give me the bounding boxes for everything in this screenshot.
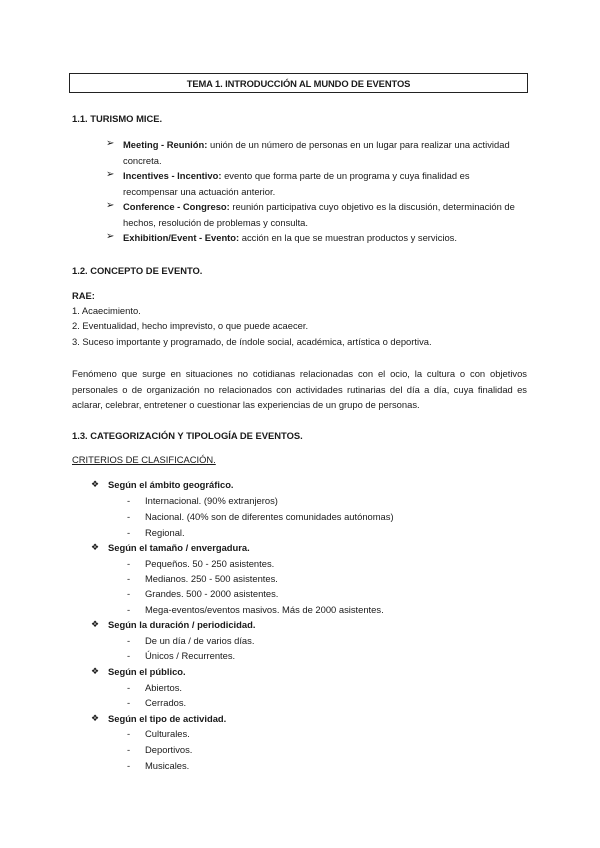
criterion-item: Regional. xyxy=(145,527,185,538)
term: Incentives - Incentivo: xyxy=(123,170,222,181)
arrow-bullet-icon: ➢ xyxy=(106,231,115,242)
dash-bullet: - xyxy=(127,697,131,708)
criterion-item: Grandes. 500 - 2000 asistentes. xyxy=(145,588,279,599)
term: Conference - Congreso: xyxy=(123,201,230,212)
mice-item-meeting xyxy=(123,139,510,150)
criteria-label: CRITERIOS DE CLASIFICACIÓN. xyxy=(72,454,216,465)
definition: evento que forma parte de un programa y cuya finalidad es xyxy=(221,170,470,181)
arrow-bullet-icon: ➢ xyxy=(106,169,115,180)
criterion-item: Medianos. 250 - 500 asistentes. xyxy=(145,573,278,584)
dash-bullet: - xyxy=(127,744,131,755)
criterion-item: Internacional. (90% extranjeros) xyxy=(145,495,278,506)
dash-bullet: - xyxy=(127,760,131,771)
criterion-tamano: Según el tamaño / envergadura. xyxy=(108,542,250,553)
criterion-actividad: Según el tipo de actividad. xyxy=(108,713,227,724)
diamond-bullet-icon: ❖ xyxy=(91,619,100,629)
dash-bullet: - xyxy=(127,495,131,506)
diamond-bullet-icon: ❖ xyxy=(91,713,100,723)
dash-bullet: - xyxy=(127,682,131,693)
arrow-bullet-icon: ➢ xyxy=(106,138,115,149)
mice-item-conference xyxy=(123,201,515,212)
criterion-duracion: Según la duración / periodicidad. xyxy=(108,619,256,630)
dash-bullet: - xyxy=(127,728,131,739)
criterion-item: Culturales. xyxy=(145,728,190,739)
rae-label: RAE: xyxy=(72,290,95,301)
criterion-publico: Según el público. xyxy=(108,666,186,677)
dash-bullet: - xyxy=(127,511,131,522)
criterion-item: Nacional. (40% son de diferentes comunidades autónomas) xyxy=(145,511,394,522)
diamond-bullet-icon: ❖ xyxy=(91,479,100,489)
rae-definition-3: 3. Suceso importante y programado, de índole social, académica, artística o deportiva. xyxy=(72,336,432,347)
concept-paragraph: Fenómeno que surge en situaciones no cotidianas relacionadas con el ocio, la cultura o con objetivos personales o de organización no relacionados con actividades rutinarias del día a día, cuya finalidad es aclarar, celebrar, entretener o cuestionar las experiencias de un grupo de personas. xyxy=(72,368,527,410)
dash-bullet: - xyxy=(127,558,131,569)
mice-item-meeting-cont: concreta. xyxy=(123,155,162,166)
mice-item-conference-cont: hechos, resolución de problemas y consulta. xyxy=(123,217,309,228)
dash-bullet: - xyxy=(127,604,131,615)
mice-item-incentives xyxy=(123,170,470,181)
criterion-item: Abiertos. xyxy=(145,682,182,693)
dash-bullet: - xyxy=(127,527,131,538)
section-heading-categorizacion: 1.3. CATEGORIZACIÓN Y TIPOLOGÍA DE EVENTOS. xyxy=(72,430,303,441)
dash-bullet: - xyxy=(127,573,131,584)
dash-bullet: - xyxy=(127,588,131,599)
diamond-bullet-icon: ❖ xyxy=(91,666,100,676)
criterion-item: Únicos / Recurrentes. xyxy=(145,650,236,661)
criterion-item: Pequeños. 50 - 250 asistentes. xyxy=(145,558,275,569)
mice-item-incentives-cont: recompensar una actuación anterior. xyxy=(123,186,276,197)
definition: acción en la que se muestran productos y servicios. xyxy=(239,232,457,243)
mice-item-exhibition xyxy=(123,232,457,243)
criterion-item: Cerrados. xyxy=(145,697,187,708)
criterion-item: Musicales. xyxy=(145,760,190,771)
section-heading-mice: 1.1. TURISMO MICE. xyxy=(72,113,163,124)
criterion-item: De un día / de varios días. xyxy=(145,635,255,646)
diamond-bullet-icon: ❖ xyxy=(91,542,100,552)
criterion-geografico: Según el ámbito geográfico. xyxy=(108,479,234,490)
definition: unión de un número de personas en un lugar para realizar una actividad xyxy=(207,139,510,150)
document-title: TEMA 1. INTRODUCCIÓN AL MUNDO DE EVENTOS xyxy=(69,73,528,93)
term: Meeting - Reunión: xyxy=(123,139,208,150)
dash-bullet: - xyxy=(127,635,131,646)
section-heading-concepto: 1.2. CONCEPTO DE EVENTO. xyxy=(72,265,203,276)
term: Exhibition/Event - Evento: xyxy=(123,232,240,243)
rae-definition-2: 2. Eventualidad, hecho imprevisto, o que puede acaecer. xyxy=(72,320,309,331)
definition: reunión participativa cuyo objetivo es la discusión, determinación de xyxy=(229,201,515,212)
arrow-bullet-icon: ➢ xyxy=(106,200,115,211)
criterion-item: Mega-eventos/eventos masivos. Más de 2000 asistentes. xyxy=(145,604,384,615)
rae-definition-1: 1. Acaecimiento. xyxy=(72,305,141,316)
criterion-item: Deportivos. xyxy=(145,744,193,755)
dash-bullet: - xyxy=(127,650,131,661)
